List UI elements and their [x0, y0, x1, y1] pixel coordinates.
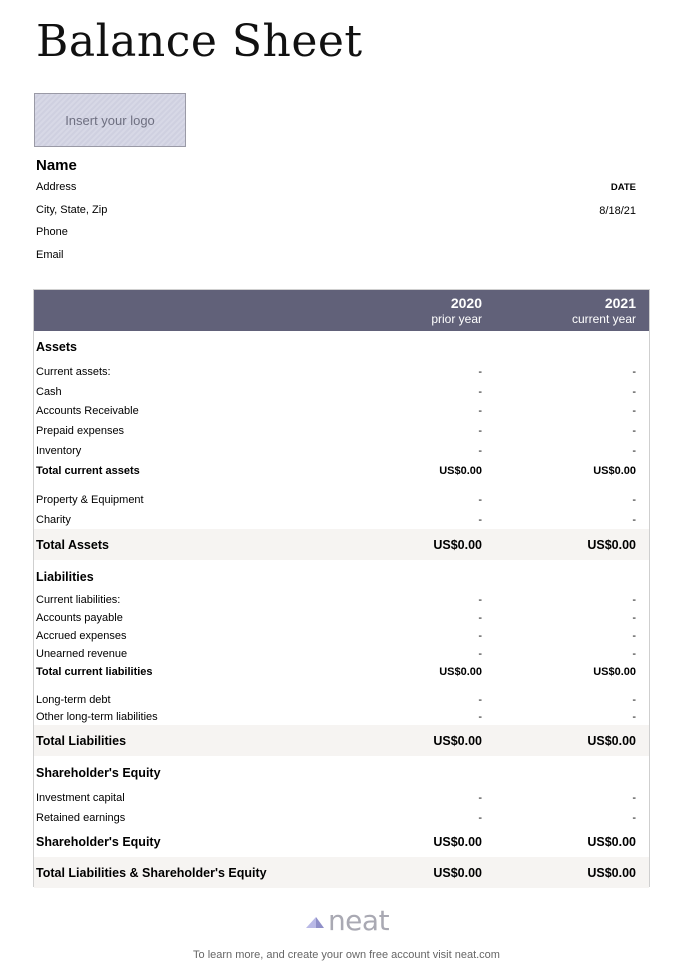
- logo-placeholder[interactable]: [34, 93, 186, 147]
- row-value-current[interactable]: -: [632, 445, 636, 457]
- row-label: Cash: [36, 386, 62, 398]
- row-value-current[interactable]: -: [632, 694, 636, 706]
- row-value-current: US$0.00: [587, 734, 636, 748]
- row-label: Current liabilities:: [36, 594, 121, 606]
- company-phone[interactable]: Phone: [36, 226, 68, 238]
- page-title: Balance Sheet: [36, 16, 363, 67]
- row-label: Liabilities: [36, 570, 94, 584]
- row-label: Accounts Receivable: [36, 405, 139, 417]
- row-value-prior[interactable]: -: [478, 594, 482, 606]
- row-value-prior[interactable]: -: [478, 386, 482, 398]
- company-email[interactable]: Email: [36, 248, 64, 261]
- row-value-current[interactable]: -: [632, 386, 636, 398]
- row-value-prior[interactable]: -: [478, 612, 482, 624]
- row-value-current: US$0.00: [587, 538, 636, 552]
- row-label: Prepaid expenses: [36, 425, 125, 437]
- row-value-prior[interactable]: -: [478, 366, 482, 378]
- row-value-prior[interactable]: -: [478, 405, 482, 417]
- row-value-prior[interactable]: -: [478, 694, 482, 706]
- row-label: Assets: [36, 340, 77, 354]
- row-value-prior[interactable]: -: [478, 648, 482, 660]
- date-value[interactable]: 8/18/21: [599, 205, 636, 217]
- neat-logo-wordmark: neat: [327, 903, 390, 937]
- row-value-current[interactable]: -: [632, 792, 636, 804]
- header-sub-prior: prior year: [431, 312, 482, 326]
- row-value-current[interactable]: -: [632, 812, 636, 824]
- row-value-current[interactable]: -: [632, 612, 636, 624]
- date-label: DATE: [610, 182, 636, 193]
- company-info: [36, 157, 107, 270]
- row-value-prior[interactable]: -: [478, 711, 482, 723]
- row-value-current[interactable]: -: [632, 630, 636, 642]
- company-name[interactable]: Name: [36, 157, 77, 174]
- row-value-prior: US$0.00: [433, 734, 482, 748]
- header-year-current: 2021: [604, 295, 636, 311]
- row-value-current: US$0.00: [593, 465, 636, 477]
- row-value-prior[interactable]: -: [478, 494, 482, 506]
- table-header: [34, 290, 649, 331]
- total-assets-row: [34, 529, 649, 560]
- row-value-current[interactable]: -: [632, 405, 636, 417]
- row-value-current[interactable]: -: [632, 514, 636, 526]
- row-label: Shareholder's Equity: [36, 766, 161, 780]
- row-value-current[interactable]: -: [632, 648, 636, 660]
- row-value-prior: US$0.00: [433, 866, 482, 880]
- row-label: Property & Equipment: [36, 494, 144, 506]
- header-col-prior: [431, 295, 482, 327]
- row-value-current[interactable]: -: [632, 366, 636, 378]
- row-label: Total Liabilities & Shareholder's Equity: [36, 866, 267, 880]
- row-value-current[interactable]: -: [632, 494, 636, 506]
- row-label: Accrued expenses: [36, 630, 127, 642]
- row-label: Total current liabilities: [36, 666, 153, 678]
- row-label: Retained earnings: [36, 812, 126, 824]
- row-value-current: US$0.00: [587, 835, 636, 849]
- row-value-prior[interactable]: -: [478, 425, 482, 437]
- row-label: Inventory: [36, 445, 82, 457]
- row-value-prior: US$0.00: [433, 835, 482, 849]
- neat-logo-icon: [304, 909, 326, 931]
- row-label: Investment capital: [36, 792, 125, 804]
- row-value-current[interactable]: -: [632, 594, 636, 606]
- row-label: Total Liabilities: [36, 734, 127, 748]
- company-address[interactable]: Address: [36, 181, 77, 193]
- row-label: Unearned revenue: [36, 648, 128, 660]
- row-value-current: US$0.00: [593, 666, 636, 678]
- row-label: Total Assets: [36, 538, 109, 552]
- row-value-prior: US$0.00: [433, 538, 482, 552]
- balance-sheet-table: [33, 289, 650, 887]
- row-label: Accounts payable: [36, 612, 123, 624]
- row-value-prior[interactable]: -: [478, 514, 482, 526]
- row-value-prior[interactable]: -: [478, 445, 482, 457]
- row-value-prior: US$0.00: [439, 666, 482, 678]
- header-year-prior: 2020: [450, 295, 482, 311]
- row-value-prior[interactable]: -: [478, 812, 482, 824]
- row-label: Long-term debt: [36, 694, 111, 706]
- row-value-current: US$0.00: [587, 866, 636, 880]
- row-label: Other long-term liabilities: [36, 711, 158, 723]
- row-value-current[interactable]: -: [632, 711, 636, 723]
- header-col-current: [572, 295, 636, 327]
- company-city-state-zip[interactable]: City, State, Zip: [36, 203, 108, 216]
- row-label: Total current assets: [36, 465, 140, 477]
- total-liabilities-row: [34, 725, 649, 756]
- neat-logo[interactable]: [0, 905, 693, 935]
- row-value-prior[interactable]: -: [478, 792, 482, 804]
- row-value-prior: US$0.00: [439, 465, 482, 477]
- logo-placeholder-text: Insert your logo: [65, 112, 155, 128]
- footer-text: To learn more, and create your own free account visit neat.com: [193, 949, 500, 961]
- row-label: Current assets:: [36, 366, 111, 378]
- row-value-current[interactable]: -: [632, 425, 636, 437]
- row-value-prior[interactable]: -: [478, 630, 482, 642]
- header-sub-current: current year: [571, 312, 636, 326]
- grand-total-row: [34, 857, 649, 888]
- row-label: Shareholder's Equity: [36, 835, 161, 849]
- row-label: Charity: [36, 514, 71, 526]
